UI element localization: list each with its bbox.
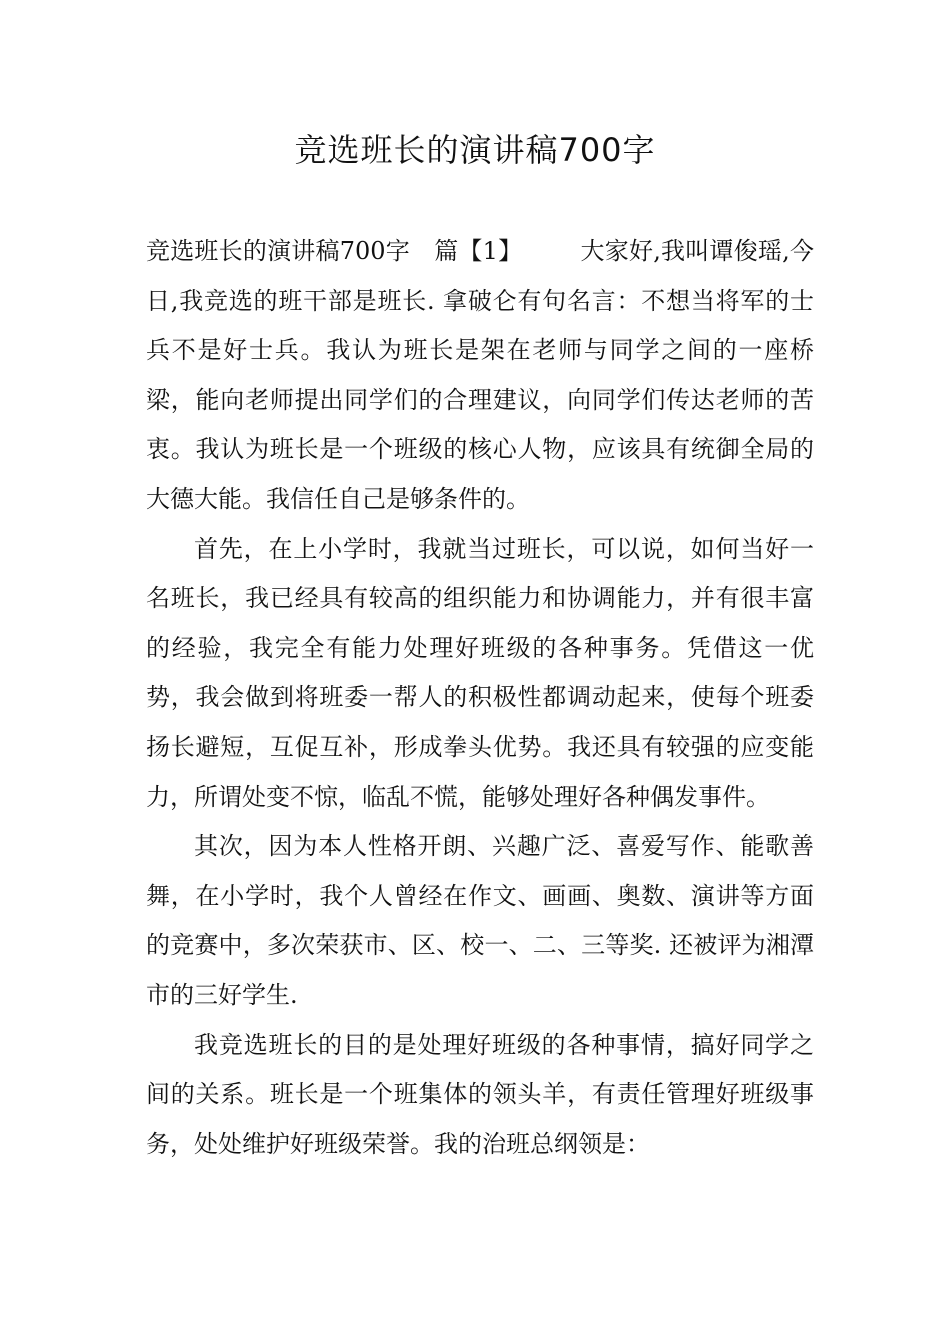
section-label: 竞选班长的演讲稿700字 篇【1】 bbox=[146, 237, 523, 265]
paragraph-intro bbox=[146, 227, 814, 525]
paragraph-text: 大家好,我叫谭俊瑶,今日,我竞选的班干部是班长. 拿破仑有句名言：不想当将军的士兵不是好士兵。我认为班长是架在老师与同学之间的一座桥梁，能向老师提出同学们的合理建议，向同学们传达老师的苦衷。我认为班长是一个班级的核心人物，应该具有统御全局的大德大能。我信任自己是够条件的。 bbox=[146, 237, 814, 513]
paragraph: 其次，因为本人性格开朗、兴趣广泛、喜爱写作、能歌善舞，在小学时，我个人曾经在作文、画画、奥数、演讲等方面的竞赛中，多次荣获市、区、校一、二、三等奖. 还被评为湘潭市的三好学生. bbox=[146, 832, 814, 1009]
document-body bbox=[146, 227, 814, 1169]
page-title: 竞选班长的演讲稿700字 bbox=[294, 131, 656, 169]
paragraph: 首先，在上小学时，我就当过班长，可以说，如何当好一名班长，我已经具有较高的组织能力和协调能力，并有很丰富的经验，我完全有能力处理好班级的各种事务。凭借这一优势，我会做到将班委一帮人的积极性都调动起来，使每个班委扬长避短，互促互补，形成拳头优势。我还具有较强的应变能力，所谓处变不惊，临乱不慌，能够处理好各种偶发事件。 bbox=[146, 534, 814, 811]
paragraph: 我竞选班长的目的是处理好班级的各种事情，搞好同学之间的关系。班长是一个班集体的领头羊，有责任管理好班级事务，处处维护好班级荣誉。我的治班总纲领是： bbox=[146, 1030, 814, 1158]
